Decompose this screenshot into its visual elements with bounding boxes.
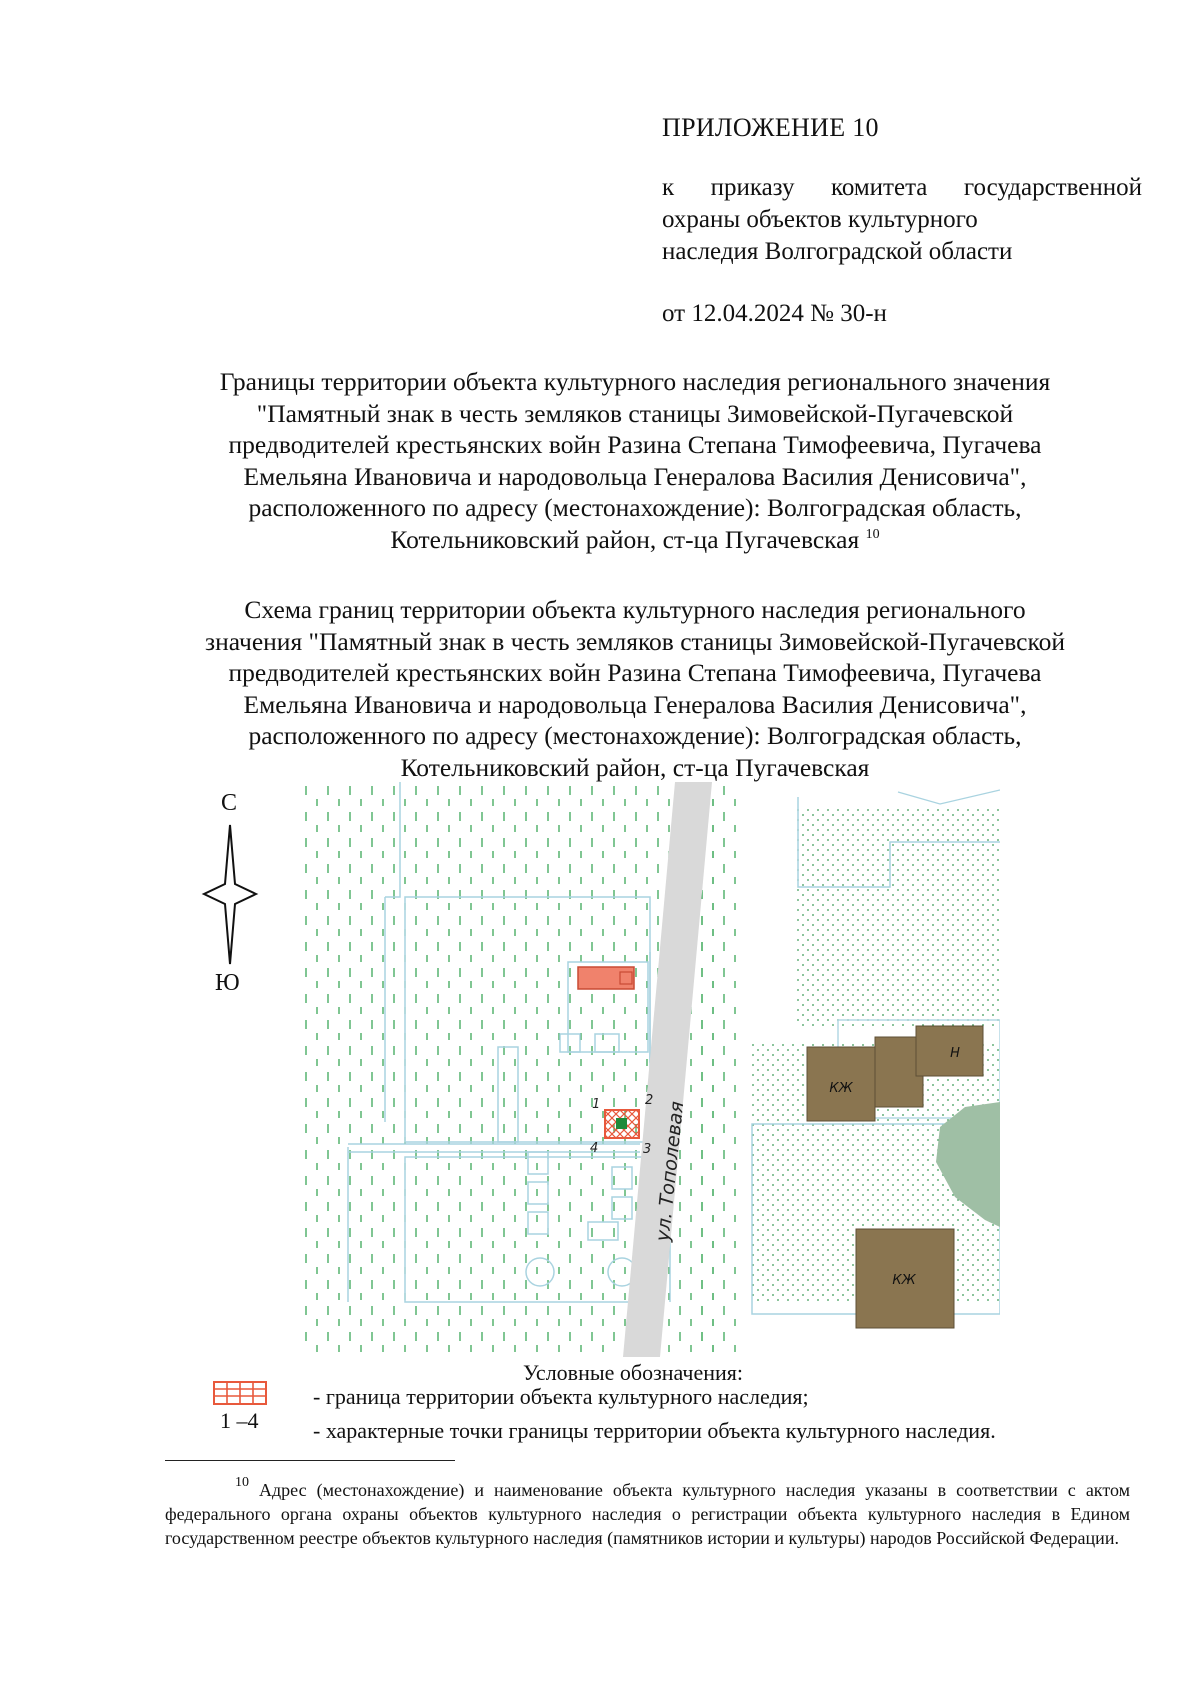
legend-item-points: - характерные точки границы территории объекта культурного наследия. [313,1418,996,1443]
boundary-point-label: 1 [592,1097,601,1112]
heading-line: Котельниковский район, ст-ца Пугачевская [400,752,870,782]
heading-line: предводителей крестьянских войн Разина Степана Тимофеевича, Пугачева [228,430,1042,459]
compass-north-label: С [221,790,238,816]
cadastral-map [300,782,1000,1357]
heading-line-text: Котельниковский район, ст-ца Пугачевская [390,524,860,554]
appendix-line: к приказу комитета государственной [662,174,1142,201]
compass-south-label: Ю [215,970,240,996]
heading-line: Емельяна Ивановича и народовольца Генералова Василия Денисовича", [243,461,1027,491]
boundary-point-label: 4 [590,1141,599,1156]
footnote [165,1475,1130,1550]
appendix-title: ПРИЛОЖЕНИЕ 10 [662,113,879,142]
boundary-legend-icon [213,1381,267,1405]
street-label: ул. Тополевая [651,1100,689,1243]
legend-item-boundary: - граница территории объекта культурного наследия; [313,1384,809,1409]
heading-line [170,524,1100,556]
compass-arrow-icon [200,822,260,967]
neighbor-building [578,967,634,989]
heading-line: Схема границ территории объекта культурного наследия регионального [244,595,1026,624]
heading-line: расположенного по адресу (местонахождение): Волгоградская область, [248,721,1022,750]
appendix-line: наследия Волгоградской области [662,238,1013,265]
building-type-label: КЖ [892,1273,916,1288]
order-date: от 12.04.2024 № 30-н [662,300,887,327]
legend-title: Условные обозначения: [523,1360,744,1385]
heading-line: расположенного по адресу (местонахождение): Волгоградская область, [248,493,1022,522]
boundary-point-label: 3 [643,1142,652,1157]
monument-marker-icon [616,1118,627,1129]
legend-points-label: 1 –4 [220,1408,259,1433]
heading-line: Границы территории объекта культурного наследия регионального значения [219,367,1051,396]
territory-heading [170,366,1100,555]
nonresidential-building [916,1026,983,1076]
footnote-divider [165,1460,455,1461]
footnote-mark: 10 [235,1475,249,1490]
heading-line: Емельяна Ивановича и народовольца Генералова Василия Денисовича", [243,689,1027,719]
house-building [856,1229,954,1328]
heading-line: предводителей крестьянских войн Разина Степана Тимофеевича, Пугачева [228,658,1042,687]
heritage-boundary[interactable] [605,1110,639,1138]
boundary-point-label: 2 [645,1093,654,1108]
heading-line: "Памятный знак в честь земляков станицы Зимовейской-Пугачевской [256,398,1014,428]
building-type-label: Н [950,1046,960,1061]
heading-line: значения "Памятный знак в честь земляков станицы Зимовейской-Пугачевской [205,626,1065,656]
appendix-order-text [662,172,1142,268]
building-type-label: КЖ [829,1081,853,1096]
footnote-text: Адрес (местонахождение) и наименование объекта культурного наследия указаны в соответствии с актом федерального органа охраны объектов культурного наследия о регистрации объекта культурного наследия в Едином государственном реестре объектов культурного наследия (памятников истории и культуры) народов Российской Федерации. [165,1480,1130,1548]
footnote-reference[interactable]: 10 [865,526,880,542]
scheme-heading [170,594,1100,783]
appendix-line: охраны объектов культурного [662,206,978,233]
